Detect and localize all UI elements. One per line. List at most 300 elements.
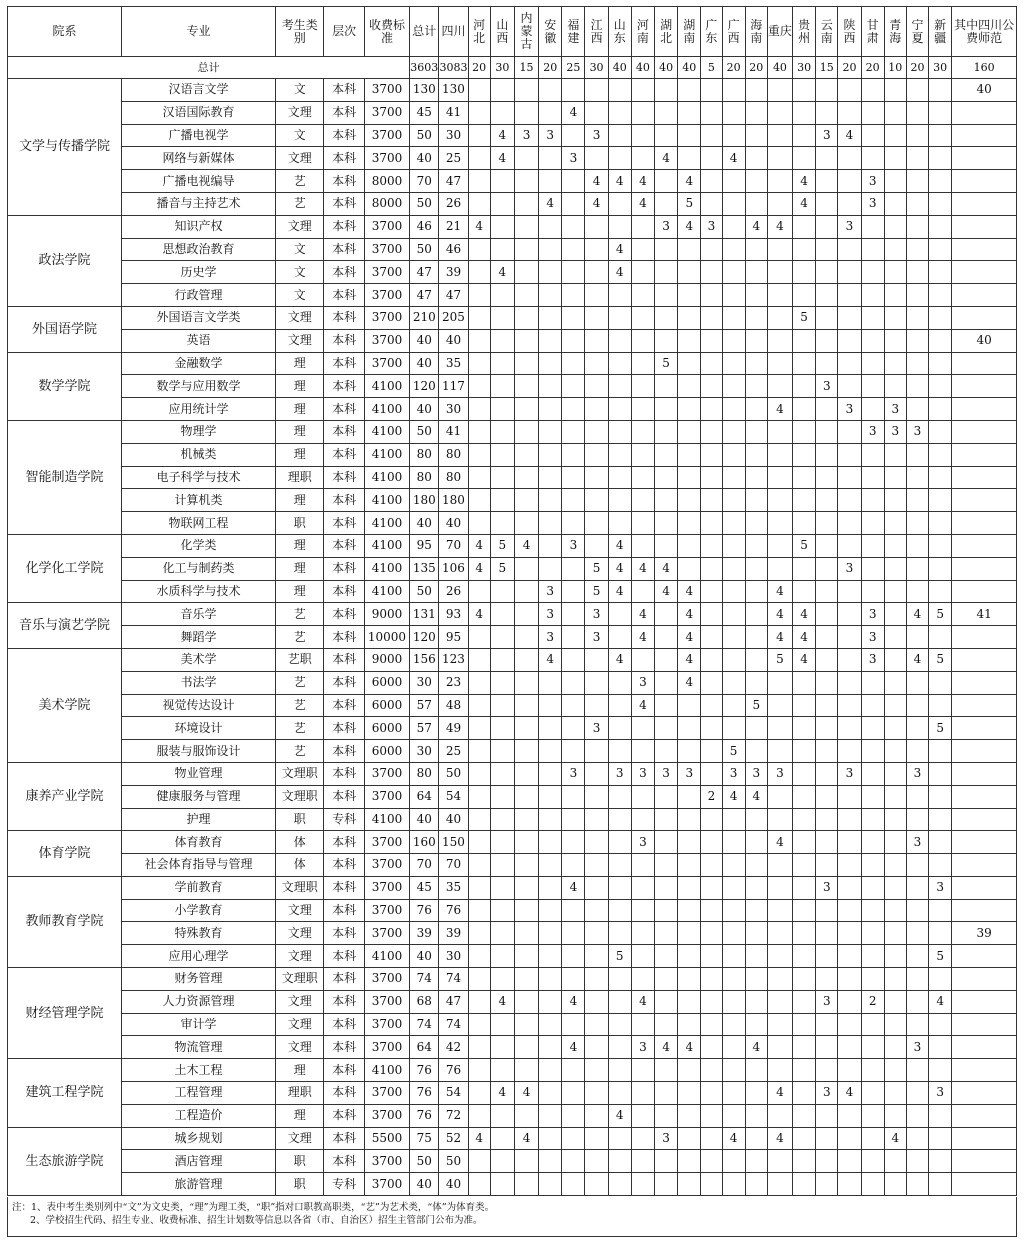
quota-cell: 4 [655, 147, 678, 170]
quota-cell [861, 1059, 884, 1082]
quota-cell [468, 101, 490, 124]
quota-cell [585, 740, 608, 763]
quota-cell: 75 [410, 1127, 439, 1150]
quota-cell [631, 261, 654, 284]
quota-cell: 3 [745, 762, 767, 785]
quota-cell [722, 626, 745, 649]
table-row [8, 717, 1017, 740]
student-category: 理 [276, 375, 324, 398]
quota-cell [608, 147, 631, 170]
tuition: 4100 [364, 512, 409, 535]
quota-cell [701, 762, 722, 785]
quota-cell [722, 192, 745, 215]
table-row [8, 352, 1017, 375]
level: 专科 [324, 1173, 364, 1196]
quota-cell [816, 648, 838, 671]
quota-cell [793, 694, 816, 717]
quota-cell [585, 147, 608, 170]
quota-cell [838, 1104, 861, 1127]
quota-cell [655, 1104, 678, 1127]
quota-cell [861, 808, 884, 831]
quota-cell [952, 1104, 1017, 1127]
quota-cell [490, 375, 514, 398]
quota-cell [816, 1013, 838, 1036]
quota-cell: 50 [410, 580, 439, 603]
quota-cell [884, 1082, 906, 1105]
quota-cell [608, 398, 631, 421]
tuition: 4100 [364, 557, 409, 580]
quota-cell [701, 808, 722, 831]
quota-cell: 3 [816, 375, 838, 398]
quota-cell [608, 215, 631, 238]
major-name: 播音与主持艺术 [121, 192, 275, 215]
quota-cell [952, 808, 1017, 831]
quota-cell [490, 352, 514, 375]
quota-cell [884, 238, 906, 261]
quota-cell [468, 147, 490, 170]
quota-cell [490, 306, 514, 329]
student-category: 艺 [276, 170, 324, 193]
total-cell: 5 [701, 57, 722, 79]
quota-cell [701, 79, 722, 102]
quota-cell [745, 922, 767, 945]
quota-cell [952, 215, 1017, 238]
quota-cell: 4 [678, 603, 701, 626]
quota-cell [929, 922, 952, 945]
quota-cell [490, 512, 514, 535]
quota-cell [539, 147, 562, 170]
level: 本科 [324, 329, 364, 352]
quota-cell [906, 671, 928, 694]
tuition: 8000 [364, 192, 409, 215]
major-name: 数学与应用数学 [121, 375, 275, 398]
quota-cell [539, 785, 562, 808]
quota-cell [701, 329, 722, 352]
quota-cell [562, 512, 585, 535]
quota-cell [631, 740, 654, 763]
quota-cell [793, 79, 816, 102]
quota-cell: 5 [490, 534, 514, 557]
major-name: 书法学 [121, 671, 275, 694]
department-name: 美术学院 [8, 648, 122, 762]
quota-cell: 4 [585, 170, 608, 193]
quota-cell [468, 1013, 490, 1036]
quota-cell [861, 899, 884, 922]
quota-cell: 4 [490, 124, 514, 147]
quota-cell [539, 352, 562, 375]
quota-cell: 64 [410, 1036, 439, 1059]
quota-cell [468, 512, 490, 535]
level: 专科 [324, 808, 364, 831]
department-name: 音乐与演艺学院 [8, 603, 122, 649]
quota-cell [562, 1173, 585, 1196]
quota-cell: 39 [410, 922, 439, 945]
quota-cell [514, 831, 538, 854]
quota-cell [952, 261, 1017, 284]
quota-cell [655, 648, 678, 671]
quota-cell [514, 945, 538, 968]
quota-cell [585, 922, 608, 945]
quota-cell [906, 1013, 928, 1036]
quota-cell [722, 170, 745, 193]
quota-cell [562, 352, 585, 375]
quota-cell [701, 443, 722, 466]
quota-cell [816, 762, 838, 785]
quota-cell [929, 124, 952, 147]
quota-cell: 39 [439, 261, 468, 284]
quota-cell [468, 831, 490, 854]
table-row [8, 808, 1017, 831]
quota-cell: 5 [608, 945, 631, 968]
quota-cell [539, 329, 562, 352]
level: 本科 [324, 1150, 364, 1173]
quota-cell [631, 398, 654, 421]
quota-cell [767, 329, 792, 352]
quota-cell [514, 238, 538, 261]
quota-cell: 4 [608, 580, 631, 603]
student-category: 理 [276, 443, 324, 466]
quota-cell [884, 215, 906, 238]
level: 本科 [324, 420, 364, 443]
quota-cell: 23 [439, 671, 468, 694]
quota-cell: 3 [631, 762, 654, 785]
quota-cell [585, 1104, 608, 1127]
quota-cell [722, 1036, 745, 1059]
major-name: 酒店管理 [121, 1150, 275, 1173]
quota-cell [678, 1013, 701, 1036]
quota-cell [906, 1150, 928, 1173]
quota-cell: 5 [929, 717, 952, 740]
quota-cell [861, 1104, 884, 1127]
quota-cell [678, 261, 701, 284]
quota-cell [468, 922, 490, 945]
level: 本科 [324, 79, 364, 102]
student-category: 文理 [276, 215, 324, 238]
quota-cell: 39 [439, 922, 468, 945]
quota-cell [608, 968, 631, 991]
quota-cell [468, 945, 490, 968]
quota-cell: 95 [410, 534, 439, 557]
level: 本科 [324, 694, 364, 717]
quota-cell [608, 808, 631, 831]
quota-cell [767, 170, 792, 193]
quota-cell [929, 261, 952, 284]
student-category: 理职 [276, 466, 324, 489]
student-category: 艺职 [276, 648, 324, 671]
table-row [8, 147, 1017, 170]
quota-cell: 57 [410, 717, 439, 740]
quota-cell [861, 306, 884, 329]
quota-cell [655, 808, 678, 831]
major-name: 城乡规划 [121, 1127, 275, 1150]
quota-cell [514, 398, 538, 421]
quota-cell: 57 [410, 694, 439, 717]
quota-cell: 40 [410, 147, 439, 170]
quota-cell [678, 1173, 701, 1196]
quota-cell [490, 398, 514, 421]
quota-cell: 3 [838, 762, 861, 785]
quota-cell [838, 420, 861, 443]
quota-cell [514, 329, 538, 352]
quota-cell [793, 990, 816, 1013]
student-category: 文理 [276, 1013, 324, 1036]
quota-cell: 46 [439, 238, 468, 261]
quota-cell [884, 899, 906, 922]
quota-cell [816, 671, 838, 694]
table-row [8, 1127, 1017, 1150]
total-cell: 20 [861, 57, 884, 79]
quota-cell [861, 1036, 884, 1059]
quota-cell: 4 [631, 990, 654, 1013]
quota-cell: 210 [410, 306, 439, 329]
quota-cell [608, 1036, 631, 1059]
major-name: 汉语国际教育 [121, 101, 275, 124]
column-header: 河北 [468, 7, 490, 57]
quota-cell [929, 854, 952, 877]
quota-cell [562, 329, 585, 352]
column-header: 考生类别 [276, 7, 324, 57]
column-header: 重庆 [767, 7, 792, 57]
quota-cell: 3 [838, 398, 861, 421]
quota-cell [678, 306, 701, 329]
quota-cell [631, 968, 654, 991]
quota-cell [490, 671, 514, 694]
quota-cell [608, 329, 631, 352]
quota-cell [838, 306, 861, 329]
total-cell: 20 [838, 57, 861, 79]
quota-cell: 30 [439, 398, 468, 421]
quota-cell [952, 1127, 1017, 1150]
quota-cell [539, 717, 562, 740]
column-header: 层次 [324, 7, 364, 57]
level: 本科 [324, 215, 364, 238]
table-row [8, 854, 1017, 877]
quota-cell: 74 [439, 968, 468, 991]
column-header: 其中四川公费师范 [952, 7, 1017, 57]
quota-cell [952, 1173, 1017, 1196]
quota-cell [562, 1127, 585, 1150]
quota-cell [678, 876, 701, 899]
quota-cell [722, 899, 745, 922]
quota-cell [722, 466, 745, 489]
quota-cell: 40 [439, 1173, 468, 1196]
quota-cell: 4 [468, 534, 490, 557]
quota-cell [490, 1173, 514, 1196]
level: 本科 [324, 170, 364, 193]
quota-cell [884, 1036, 906, 1059]
quota-cell: 4 [722, 785, 745, 808]
tuition: 3700 [364, 147, 409, 170]
level: 本科 [324, 1059, 364, 1082]
student-category: 文 [276, 284, 324, 307]
quota-cell [608, 603, 631, 626]
quota-cell [745, 876, 767, 899]
quota-cell [562, 694, 585, 717]
quota-cell [585, 238, 608, 261]
total-cell: 20 [539, 57, 562, 79]
quota-cell [539, 306, 562, 329]
quota-cell: 5 [655, 352, 678, 375]
quota-cell [468, 443, 490, 466]
quota-cell: 5 [793, 306, 816, 329]
quota-cell [539, 534, 562, 557]
quota-cell: 135 [410, 557, 439, 580]
quota-cell [722, 922, 745, 945]
quota-cell [608, 489, 631, 512]
quota-cell [816, 1104, 838, 1127]
level: 本科 [324, 443, 364, 466]
quota-cell [816, 1173, 838, 1196]
quota-cell: 117 [439, 375, 468, 398]
quota-cell [678, 1127, 701, 1150]
total-cell: 20 [745, 57, 767, 79]
quota-cell: 3 [608, 762, 631, 785]
quota-cell [745, 1104, 767, 1127]
quota-cell [585, 375, 608, 398]
quota-cell [631, 329, 654, 352]
quota-cell [816, 945, 838, 968]
quota-cell [952, 398, 1017, 421]
quota-cell [793, 489, 816, 512]
quota-cell [539, 808, 562, 831]
quota-cell [562, 831, 585, 854]
quota-cell [678, 1150, 701, 1173]
student-category: 文 [276, 124, 324, 147]
quota-cell [539, 489, 562, 512]
quota-cell [861, 854, 884, 877]
quota-cell [539, 284, 562, 307]
quota-cell: 4 [793, 626, 816, 649]
quota-cell [539, 1127, 562, 1150]
quota-cell [585, 352, 608, 375]
quota-cell [906, 124, 928, 147]
quota-cell [838, 192, 861, 215]
quota-cell: 3 [816, 1082, 838, 1105]
quota-cell [745, 489, 767, 512]
quota-cell [678, 990, 701, 1013]
quota-cell [952, 968, 1017, 991]
quota-cell [929, 192, 952, 215]
quota-cell [929, 329, 952, 352]
quota-cell [655, 101, 678, 124]
quota-cell [767, 740, 792, 763]
quota-cell [861, 740, 884, 763]
quota-cell [906, 740, 928, 763]
table-row [8, 740, 1017, 763]
quota-cell [701, 990, 722, 1013]
quota-cell [861, 329, 884, 352]
quota-cell [745, 398, 767, 421]
student-category: 文理 [276, 1127, 324, 1150]
quota-cell [722, 1173, 745, 1196]
quota-cell [468, 261, 490, 284]
quota-cell [701, 945, 722, 968]
column-header: 贵州 [793, 7, 816, 57]
quota-cell [539, 854, 562, 877]
quota-cell: 40 [410, 398, 439, 421]
quota-cell [884, 831, 906, 854]
quota-cell: 35 [439, 352, 468, 375]
quota-cell [585, 831, 608, 854]
quota-cell [838, 854, 861, 877]
enrollment-plan-document [7, 6, 1017, 1196]
tuition: 3700 [364, 990, 409, 1013]
quota-cell [838, 284, 861, 307]
quota-cell [701, 717, 722, 740]
quota-cell [929, 466, 952, 489]
total-cell: 20 [906, 57, 928, 79]
quota-cell [952, 876, 1017, 899]
column-header: 陕西 [838, 7, 861, 57]
quota-cell [906, 876, 928, 899]
quota-cell [701, 557, 722, 580]
quota-cell: 40 [410, 1173, 439, 1196]
quota-cell: 3 [861, 192, 884, 215]
quota-cell [793, 512, 816, 535]
quota-cell [745, 534, 767, 557]
quota-cell: 45 [410, 101, 439, 124]
student-category: 艺 [276, 694, 324, 717]
total-cell: 40 [631, 57, 654, 79]
quota-cell [906, 215, 928, 238]
table-row [8, 443, 1017, 466]
quota-cell [701, 626, 722, 649]
table-row [8, 1173, 1017, 1196]
student-category: 理 [276, 420, 324, 443]
quota-cell: 76 [439, 1059, 468, 1082]
column-header: 湖南 [678, 7, 701, 57]
quota-cell [929, 1104, 952, 1127]
student-category: 文理 [276, 945, 324, 968]
quota-cell [745, 854, 767, 877]
quota-cell: 3 [539, 603, 562, 626]
quota-cell [514, 740, 538, 763]
quota-cell: 3 [655, 762, 678, 785]
column-header: 湖北 [655, 7, 678, 57]
quota-cell [608, 717, 631, 740]
quota-cell [793, 398, 816, 421]
quota-cell [906, 192, 928, 215]
quota-cell [884, 990, 906, 1013]
quota-cell: 4 [655, 580, 678, 603]
quota-cell [678, 831, 701, 854]
tuition: 6000 [364, 717, 409, 740]
quota-cell [929, 1059, 952, 1082]
quota-cell [767, 785, 792, 808]
quota-cell [678, 557, 701, 580]
student-category: 理 [276, 1104, 324, 1127]
quota-cell: 4 [678, 671, 701, 694]
tuition: 3700 [364, 899, 409, 922]
quota-cell [722, 512, 745, 535]
major-name: 化学类 [121, 534, 275, 557]
quota-cell [793, 329, 816, 352]
tuition: 3700 [364, 922, 409, 945]
quota-cell [678, 329, 701, 352]
quota-cell [722, 1150, 745, 1173]
quota-cell [514, 603, 538, 626]
quota-cell [539, 512, 562, 535]
tuition: 4100 [364, 534, 409, 557]
column-header: 院系 [8, 7, 122, 57]
column-header: 江西 [585, 7, 608, 57]
quota-cell [722, 1082, 745, 1105]
quota-cell [861, 762, 884, 785]
quota-cell [793, 876, 816, 899]
quota-cell: 4 [722, 1127, 745, 1150]
quota-cell [514, 580, 538, 603]
quota-cell [929, 352, 952, 375]
